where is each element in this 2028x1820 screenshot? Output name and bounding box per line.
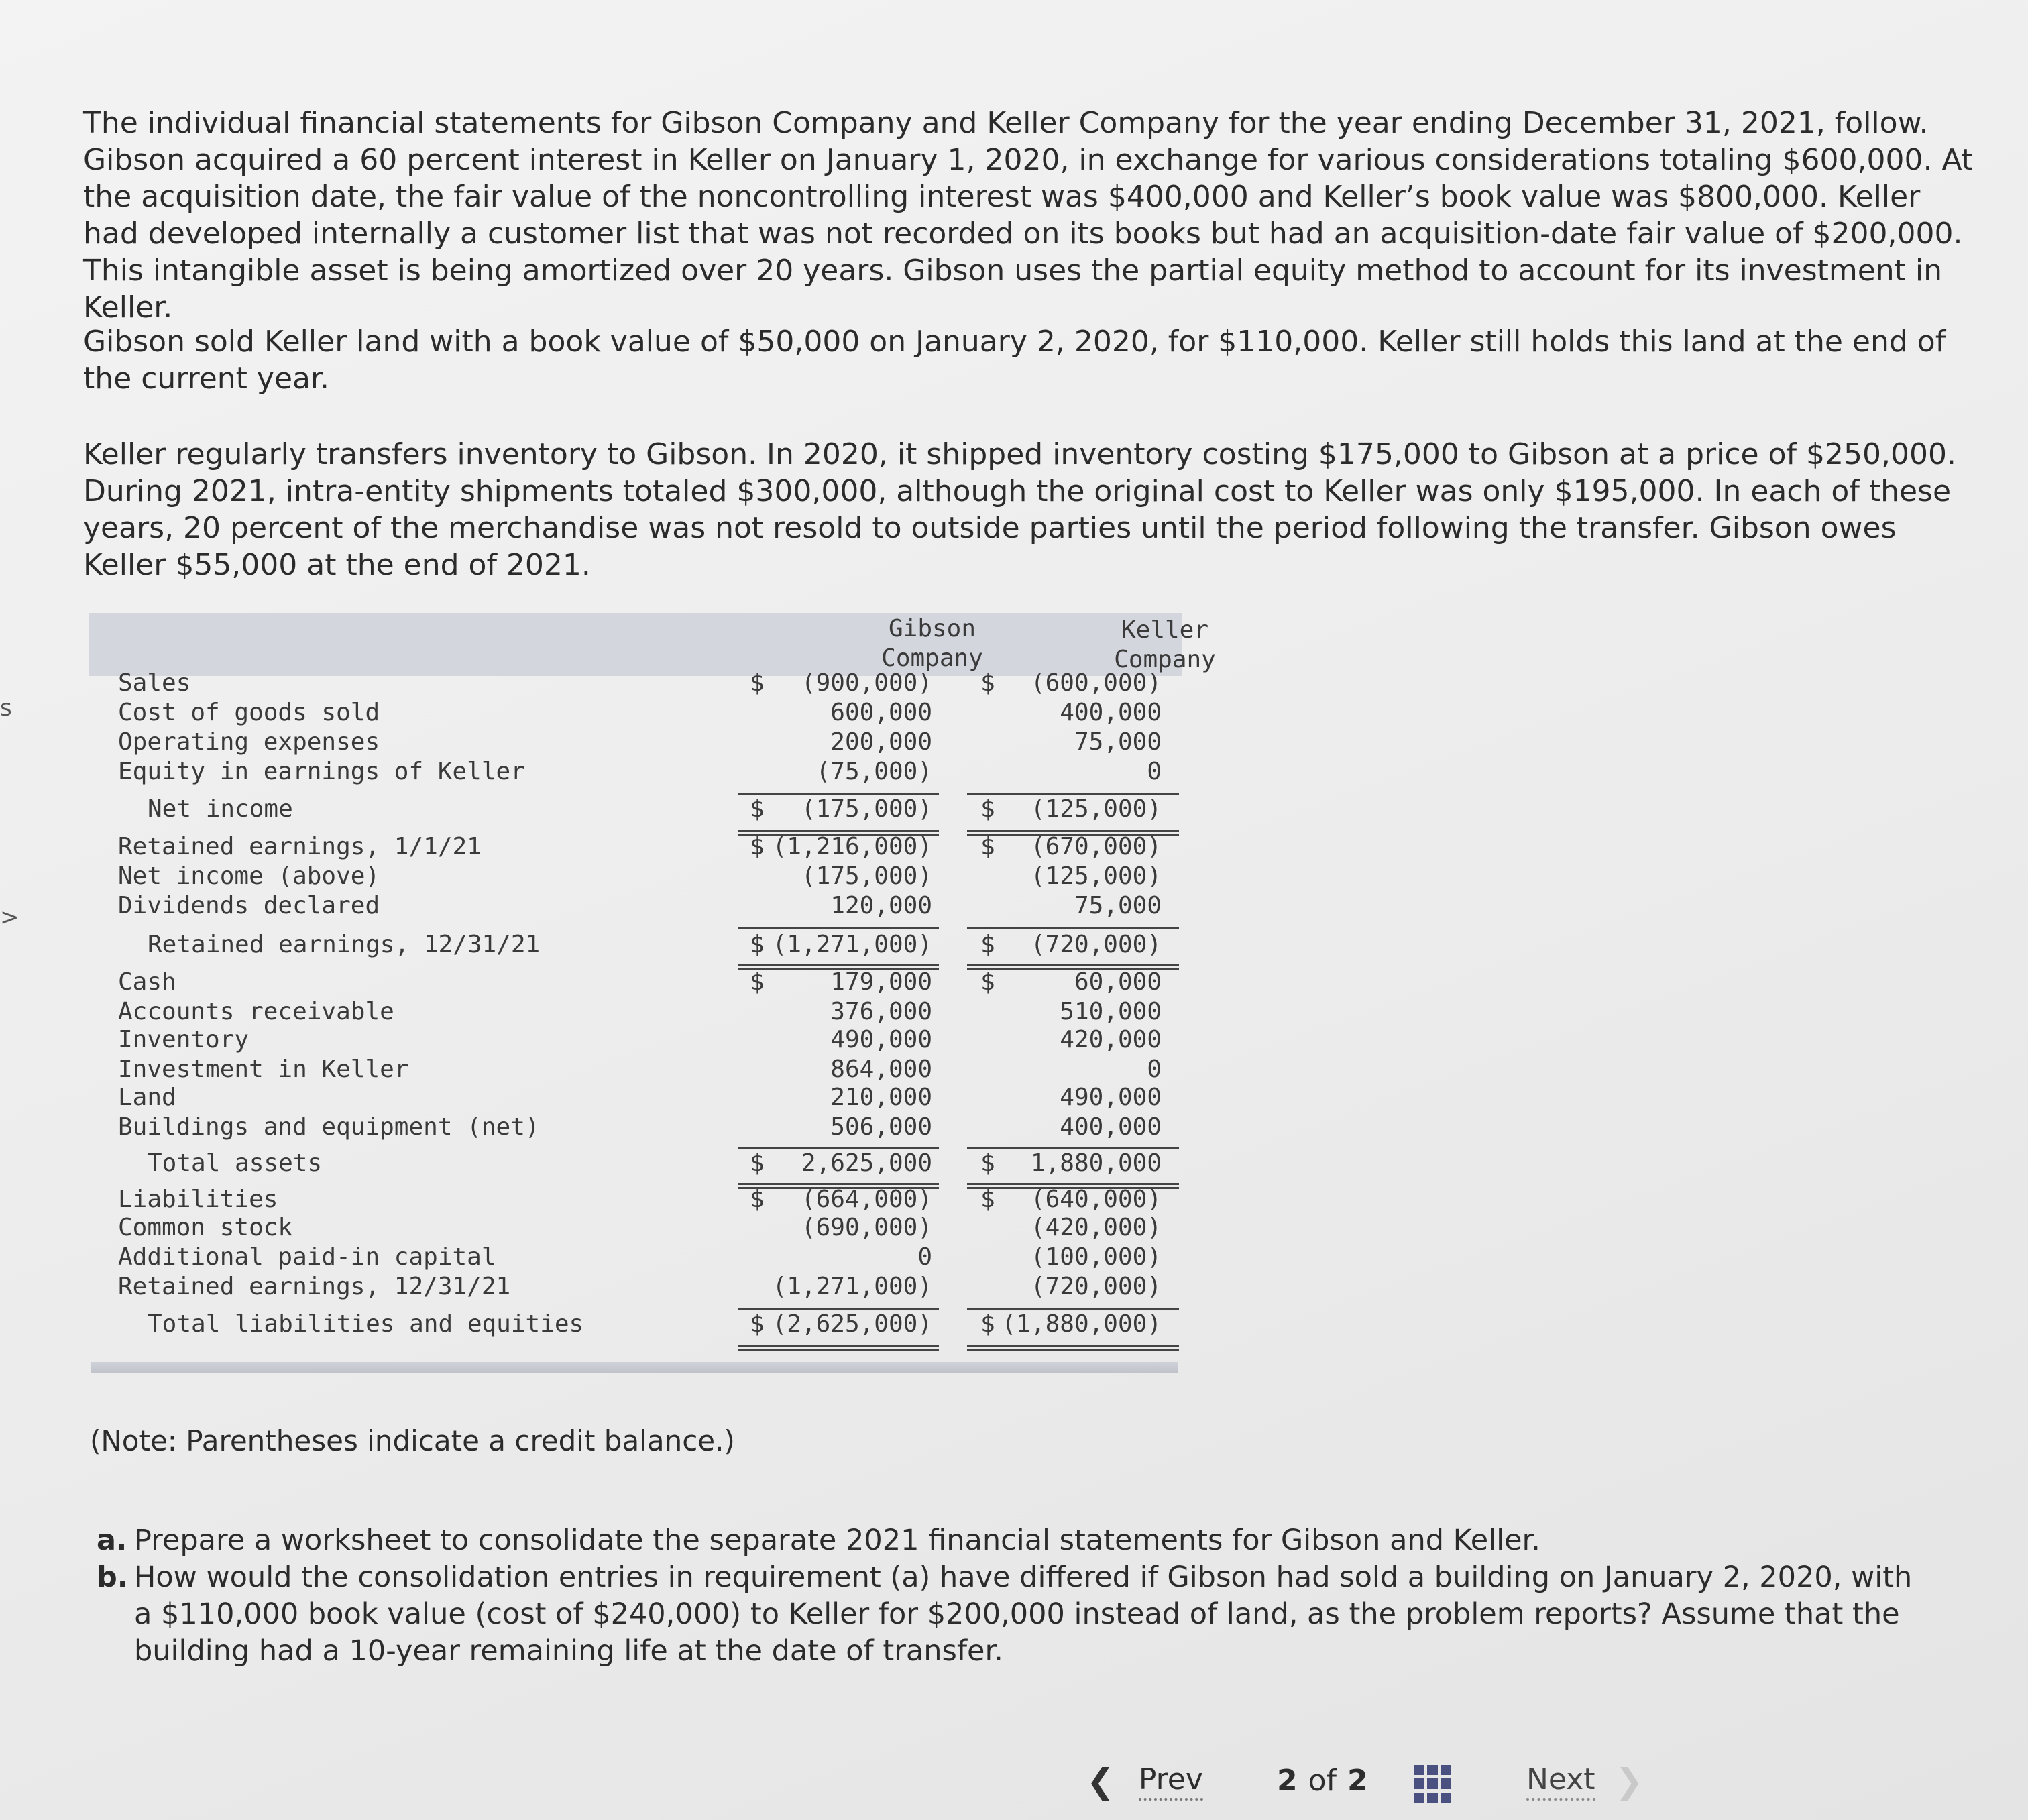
row-label: Cash (118, 968, 176, 996)
keller-value: 0 (1147, 1056, 1162, 1083)
gibson-value: 600,000 (830, 699, 932, 726)
gibson-value: 490,000 (830, 1026, 932, 1054)
grid-icon (1427, 1793, 1437, 1803)
requirement-a (97, 1522, 1927, 1559)
keller-value: 400,000 (1060, 699, 1162, 726)
double-underline (967, 1183, 1179, 1189)
row-label: Total assets (148, 1149, 323, 1177)
gibson-dollar-sign: $ (750, 833, 765, 860)
prev-label: Prev (1139, 1762, 1203, 1801)
underline (967, 1308, 1179, 1310)
row-label: Retained earnings, 12/31/21 (148, 931, 541, 958)
keller-value: (670,000) (1030, 833, 1162, 860)
gibson-value: 120,000 (830, 892, 932, 919)
gibson-value: (175,000) (801, 862, 932, 890)
page-indicator (1277, 1754, 1368, 1808)
keller-value: 75,000 (1074, 892, 1162, 919)
page-of-label: of (1308, 1764, 1337, 1798)
row-label: Inventory (118, 1026, 249, 1054)
double-underline (738, 1183, 939, 1189)
gibson-value: (690,000) (801, 1214, 932, 1241)
gibson-value: (1,271,000) (772, 931, 932, 958)
grid-icon (1414, 1793, 1424, 1803)
keller-value: 490,000 (1060, 1084, 1162, 1111)
gibson-value: (175,000) (801, 795, 932, 823)
grid-icon (1427, 1765, 1437, 1775)
table-footer-band (91, 1362, 1178, 1373)
keller-dollar-sign: $ (980, 1149, 995, 1177)
keller-value: (420,000) (1030, 1214, 1162, 1241)
keller-value: (1,880,000) (1001, 1310, 1162, 1338)
keller-dollar-sign: $ (980, 1310, 995, 1338)
requirement-text: Prepare a worksheet to consolidate the separate 2021 financial statements for Gibson and Keller. (134, 1524, 1540, 1557)
problem-paragraph-2: Gibson sold Keller land with a book value of $50,000 on January 2, 2020, for $110,000. Keller still holds this land at the end of the current year. (83, 325, 1946, 396)
keller-dollar-sign: $ (980, 795, 995, 823)
keller-value: 1,880,000 (1030, 1149, 1162, 1177)
keller-value: 75,000 (1074, 728, 1162, 756)
keller-dollar-sign: $ (980, 931, 995, 958)
underline (967, 1147, 1179, 1149)
gibson-value: (75,000) (815, 758, 932, 785)
keller-value: (125,000) (1030, 862, 1162, 890)
gibson-value: 200,000 (830, 728, 932, 756)
column-header-keller (1054, 616, 1276, 675)
chevron-right-icon: ❯ (1615, 1762, 1644, 1801)
grid-icon (1414, 1778, 1424, 1788)
underline (738, 1308, 939, 1310)
gibson-value: 210,000 (830, 1084, 932, 1111)
problem-paragraph-3: Keller regularly transfers inventory to Gibson. In 2020, it shipped inventory costing $175,000 to Gibson at a price of $250,000. During 2021, intra-entity shipments totaled $300,000, although the original cost to Keller was only $195,000. In each of these years, 20 percent of the merchandise was not resold to outside parties until the period following the transfer. Gibson owes Keller $55,000 at the end of 2021. (83, 437, 1956, 582)
underline (967, 927, 1179, 929)
row-label: Equity in earnings of Keller (118, 758, 525, 785)
row-label: Retained earnings, 1/1/21 (118, 833, 482, 860)
row-label: Land (118, 1084, 176, 1111)
chevron-left-icon: ❮ (1086, 1762, 1115, 1801)
requirement-letter: a. (97, 1524, 127, 1557)
gibson-value: 376,000 (830, 998, 932, 1025)
keller-dollar-sign: $ (980, 833, 995, 860)
double-underline (967, 964, 1179, 970)
gibson-dollar-sign: $ (750, 795, 765, 823)
prev-button[interactable] (1086, 1754, 1203, 1808)
grid-icon (1441, 1778, 1451, 1788)
row-label: Sales (118, 669, 191, 697)
row-label: Cost of goods sold (118, 699, 380, 726)
row-label: Operating expenses (118, 728, 380, 756)
gibson-value: 179,000 (830, 968, 932, 996)
column-header-line: Keller (1121, 616, 1209, 644)
gibson-value: 864,000 (830, 1056, 932, 1083)
keller-dollar-sign: $ (980, 1186, 995, 1213)
row-label: Net income (148, 795, 293, 823)
next-button[interactable] (1526, 1754, 1643, 1808)
column-header-line: Company (1114, 646, 1216, 673)
row-label: Retained earnings, 12/31/21 (118, 1273, 511, 1300)
row-label: Accounts receivable (118, 998, 394, 1025)
keller-dollar-sign: $ (980, 669, 995, 697)
gibson-value: (2,625,000) (772, 1310, 932, 1338)
next-label: Next (1526, 1762, 1595, 1801)
gibson-value: (664,000) (801, 1186, 932, 1213)
row-label: Dividends declared (118, 892, 380, 919)
question-grid-button[interactable] (1414, 1765, 1451, 1803)
gibson-dollar-sign: $ (750, 1186, 765, 1213)
total-pages: 2 (1347, 1764, 1368, 1798)
underline (738, 927, 939, 929)
double-underline (738, 1345, 939, 1351)
edge-text-fragment: > (0, 904, 19, 931)
requirements-list (97, 1522, 1927, 1670)
double-underline (967, 1345, 1179, 1351)
keller-dollar-sign: $ (980, 968, 995, 996)
requirement-text: How would the consolidation entries in requirement (a) have differed if Gibson had sold a building on January 2, 2020, with a $110,000 book value (cost of $240,000) to Keller for $200,000 instead of land, as the problem reports? Assume that the building had a 10-year remaining life at the date of transfer. (134, 1560, 1913, 1668)
gibson-value: 2,625,000 (801, 1149, 932, 1177)
gibson-dollar-sign: $ (750, 968, 765, 996)
column-header-line: Gibson (888, 615, 976, 642)
gibson-value: (1,216,000) (772, 833, 932, 860)
keller-value: 420,000 (1060, 1026, 1162, 1054)
row-label: Buildings and equipment (net) (118, 1113, 540, 1141)
gibson-value: (900,000) (801, 669, 932, 697)
credit-balance-note: (Note: Parentheses indicate a credit balance.) (90, 1424, 735, 1457)
keller-value: (125,000) (1030, 795, 1162, 823)
grid-icon (1427, 1778, 1437, 1788)
row-label: Liabilities (118, 1186, 278, 1213)
row-label: Total liabilities and equities (148, 1310, 584, 1338)
gibson-dollar-sign: $ (750, 1310, 765, 1338)
keller-value: 510,000 (1060, 998, 1162, 1025)
keller-value: 60,000 (1074, 968, 1162, 996)
grid-icon (1441, 1765, 1451, 1775)
keller-value: (600,000) (1030, 669, 1162, 697)
column-header-line: Company (881, 644, 983, 672)
keller-value: (640,000) (1030, 1186, 1162, 1213)
double-underline (967, 830, 1179, 836)
double-underline (738, 830, 939, 836)
row-label: Additional paid-in capital (118, 1243, 496, 1271)
keller-value: (720,000) (1030, 931, 1162, 958)
edge-text-fragment: s (0, 695, 12, 722)
gibson-dollar-sign: $ (750, 931, 765, 958)
gibson-value: 0 (917, 1243, 932, 1271)
underline (967, 793, 1179, 795)
keller-value: 400,000 (1060, 1113, 1162, 1141)
current-page: 2 (1277, 1764, 1298, 1798)
gibson-dollar-sign: $ (750, 1149, 765, 1177)
double-underline (738, 964, 939, 970)
gibson-value: (1,271,000) (772, 1273, 932, 1300)
requirement-b (97, 1559, 1927, 1670)
keller-value: (100,000) (1030, 1243, 1162, 1271)
row-label: Net income (above) (118, 862, 380, 890)
problem-paragraph-1: The individual financial statements for Gibson Company and Keller Company for the year ending December 31, 2021, follow. Gibson acquired a 60 percent interest in Keller on January 1, 2020, in exchange for various considerations totaling $600,000. At the acquisition date, the fair value of the noncontrolling interest was $400,000 and Keller’s book value was $800,000. Keller had developed internally a customer list that was not recorded on its books but had an acquisition-date fair value of $200,000. This intangible asset is being amortized over 20 years. Gibson uses the partial equity method to account for its investment in Keller. (83, 106, 1974, 325)
grid-icon (1414, 1765, 1424, 1775)
underline (738, 793, 939, 795)
financial-statements-table (89, 613, 1216, 1384)
requirement-letter: b. (97, 1560, 129, 1594)
column-header-gibson (822, 614, 1043, 673)
underline (738, 1147, 939, 1149)
row-label: Investment in Keller (118, 1056, 409, 1083)
gibson-dollar-sign: $ (750, 669, 765, 697)
gibson-value: 506,000 (830, 1113, 932, 1141)
keller-value: 0 (1147, 758, 1162, 785)
grid-icon (1441, 1793, 1451, 1803)
keller-value: (720,000) (1030, 1273, 1162, 1300)
row-label: Common stock (118, 1214, 293, 1241)
